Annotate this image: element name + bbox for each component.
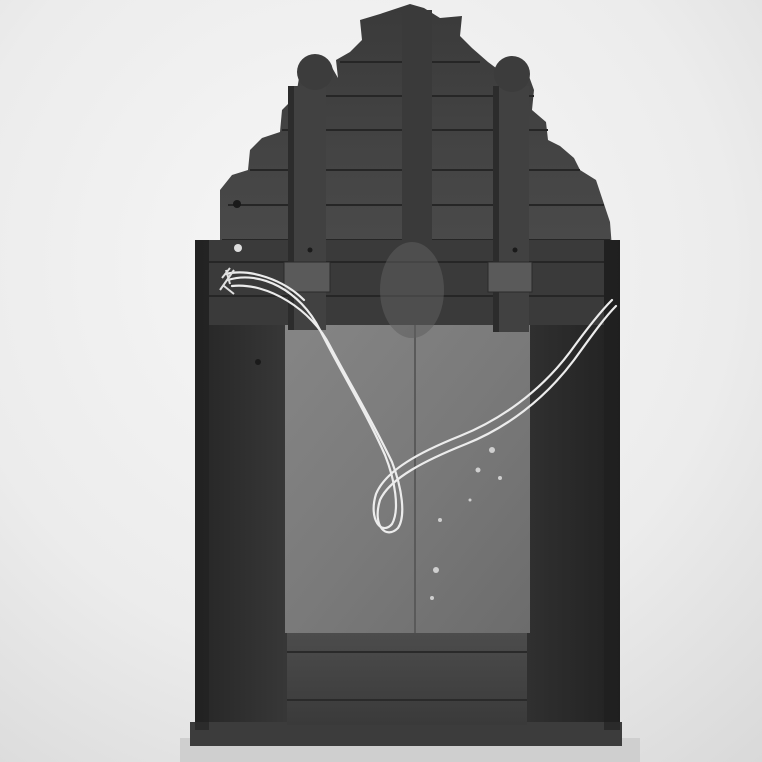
right-stile-edge bbox=[604, 240, 620, 730]
back-panel bbox=[285, 325, 530, 633]
white-mark bbox=[234, 244, 242, 252]
left-stile-edge bbox=[195, 240, 209, 730]
bottom-rail bbox=[287, 633, 527, 725]
hanging-hook bbox=[380, 242, 444, 338]
frame-base bbox=[190, 722, 622, 746]
